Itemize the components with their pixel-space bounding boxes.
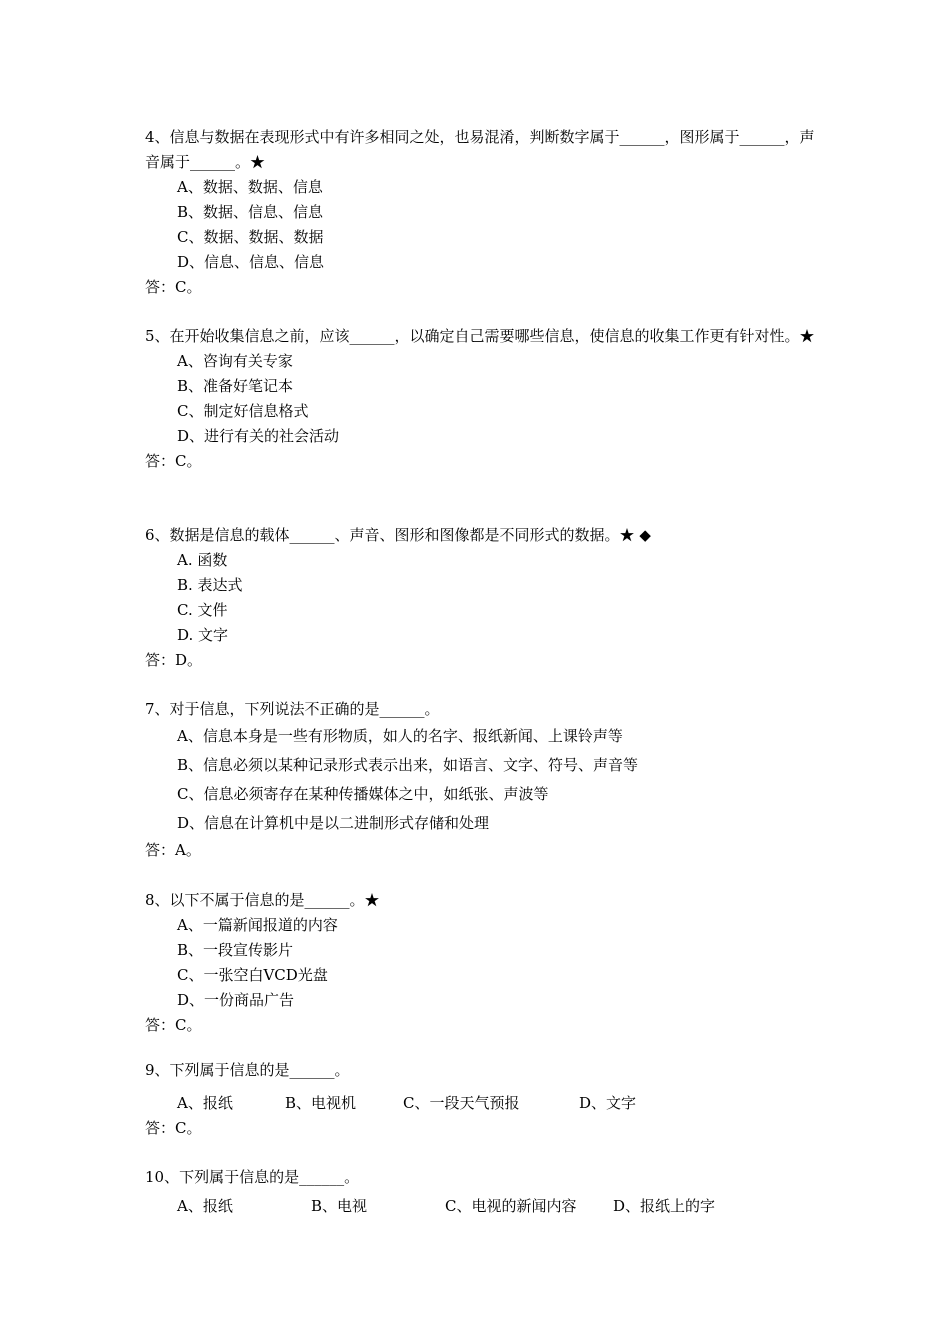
option-a: A、报纸 <box>177 1197 233 1215</box>
option-a: A、咨询有关专家 <box>177 352 293 370</box>
option-c: C、制定好信息格式 <box>177 402 309 420</box>
question-stem: 10、下列属于信息的是______。 <box>145 1168 360 1186</box>
option-d: D、进行有关的社会活动 <box>177 427 340 445</box>
question-7 <box>145 697 815 863</box>
answer: 答：C。 <box>145 452 202 470</box>
option-a: A、一篇新闻报道的内容 <box>177 916 338 934</box>
option-a: A、数据、数据、信息 <box>177 178 323 196</box>
option-b: B、电视机 <box>285 1094 357 1112</box>
option-c: C、数据、数据、数据 <box>177 228 324 246</box>
question-stem: 6、数据是信息的载体______、声音、图形和图像都是不同形式的数据。★ ◆ <box>145 526 651 544</box>
answer: 答：C。 <box>145 278 202 296</box>
options-row <box>177 1091 815 1116</box>
option-c: C、信息必须寄存在某种传播媒体之中，如纸张、声波等 <box>177 785 549 803</box>
question-10 <box>145 1165 815 1219</box>
option-d: D、报纸上的字 <box>613 1197 716 1215</box>
option-b: B、信息必须以某种记录形式表示出来，如语言、文字、符号、声音等 <box>177 756 639 774</box>
option-b: B、准备好笔记本 <box>177 377 294 395</box>
option-c: C、一段天气预报 <box>403 1094 520 1112</box>
option-c: C、电视的新闻内容 <box>445 1197 577 1215</box>
option-d: D、信息、信息、信息 <box>177 253 325 271</box>
option-b: B、一段宣传影片 <box>177 941 294 959</box>
option-c: C、一张空白VCD光盘 <box>177 966 328 984</box>
option-a: A、报纸 <box>177 1094 233 1112</box>
option-c: C. 文件 <box>177 601 228 619</box>
answer: 答：C。 <box>145 1119 202 1137</box>
answer: 答：C。 <box>145 1016 202 1034</box>
question-stem: 5、在开始收集信息之前，应该______，以确定自己需要哪些信息，使信息的收集工作更有针对性。★ <box>145 327 815 345</box>
option-b: B、数据、信息、信息 <box>177 203 324 221</box>
option-d: D、文字 <box>579 1094 637 1112</box>
option-d: D、一份商品广告 <box>177 991 295 1009</box>
answer: 答：A。 <box>145 841 201 859</box>
options-row <box>177 1194 815 1219</box>
question-4 <box>145 125 815 300</box>
question-stem: 7、对于信息，下列说法不正确的是______。 <box>145 700 440 718</box>
option-b: B、电视 <box>311 1197 368 1215</box>
question-stem: 4、信息与数据在表现形式中有许多相同之处，也易混淆，判断数字属于______，图形属于______，声音属于______。★ <box>145 128 815 171</box>
question-stem: 9、下列属于信息的是______。 <box>145 1061 350 1079</box>
question-stem: 8、以下不属于信息的是______。★ <box>145 891 380 909</box>
option-d: D、信息在计算机中是以二进制形式存储和处理 <box>177 814 490 832</box>
question-5 <box>145 324 815 474</box>
option-d: D. 文字 <box>177 626 229 644</box>
option-b: B. 表达式 <box>177 576 243 594</box>
question-9 <box>145 1058 815 1141</box>
option-a: A. 函数 <box>177 551 228 569</box>
answer: 答：D。 <box>145 651 203 669</box>
question-8 <box>145 888 815 1038</box>
question-6 <box>145 523 815 673</box>
option-a: A、信息本身是一些有形物质，如人的名字、报纸新闻、上课铃声等 <box>177 727 623 745</box>
